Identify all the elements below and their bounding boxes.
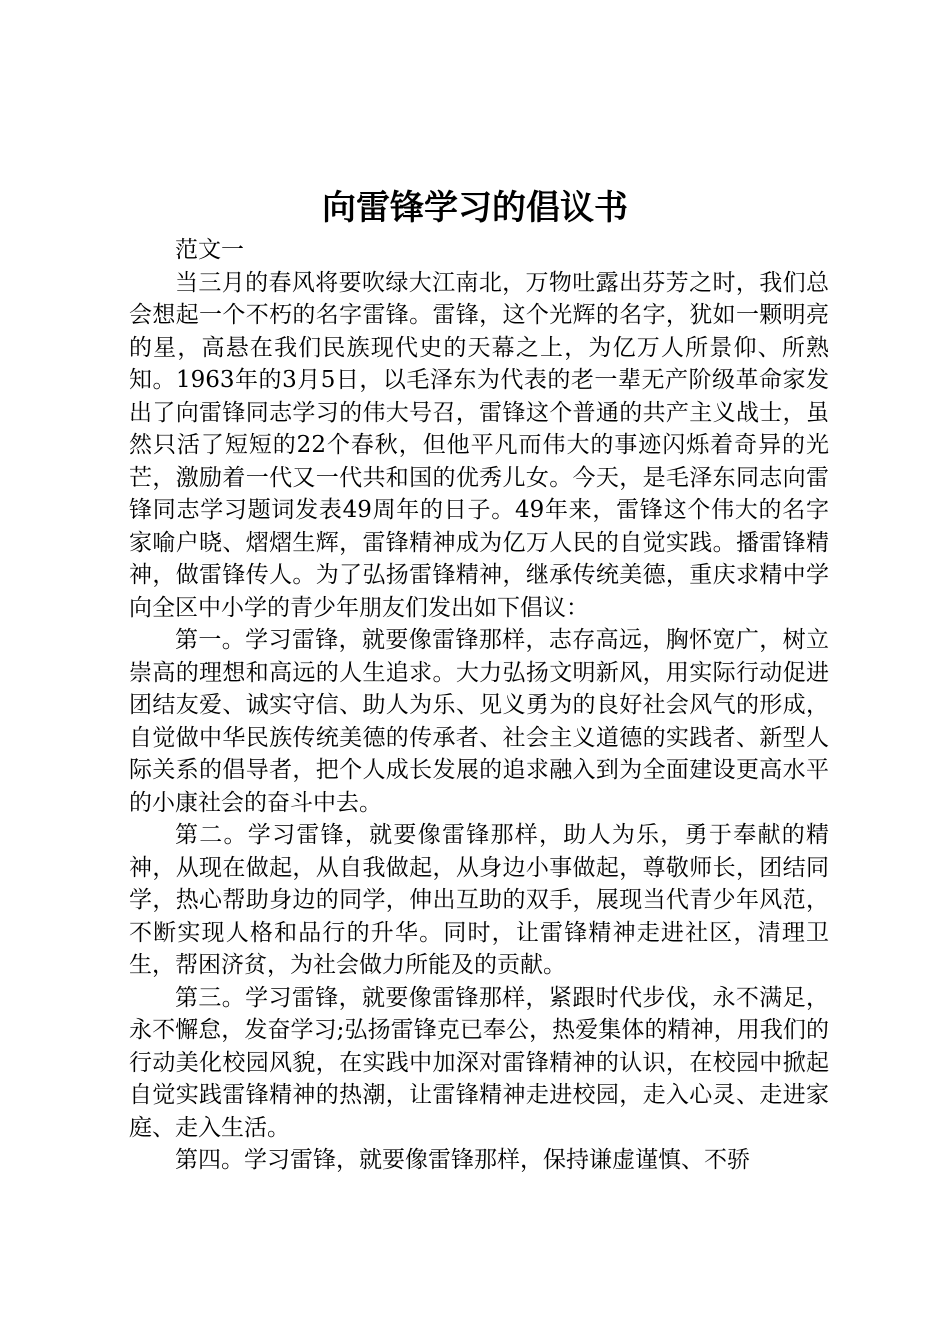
paragraph-first: 第一。学习雷锋，就要像雷锋那样，志存高远，胸怀宽广，树立崇高的理想和高远的人生追求。大力弘扬文明新风，用实际行动促进团结友爱、诚实守信、助人为乐、见义勇为的良好社会风气的形成，自觉做中华民族传统美德的传承者、社会主义道德的实践者、新型人际关系的倡导者，把个人成长发展的追求融入到为全面建设更高水平的小康社会的奋斗中去。 <box>129 627 829 816</box>
paragraph-second: 第二。学习雷锋，就要像雷锋那样，助人为乐，勇于奉献的精神，从现在做起，从自我做起，从身边小事做起，尊敬师长，团结同学，热心帮助身边的同学，伸出互助的双手，展现当代青少年风范，不断实现人格和品行的升华。同时，让雷锋精神走进社区，清理卫生，帮困济贫，为社会做力所能及的贡献。 <box>129 822 829 978</box>
paragraph-third: 第三。学习雷锋，就要像雷锋那样，紧跟时代步伐，永不满足，永不懈怠，发奋学习;弘扬雷锋克已奉公，热爱集体的精神，用我们的行动美化校园风貌，在实践中加深对雷锋精神的认识，在校园中掀起自觉实践雷锋精神的热潮，让雷锋精神走进校园，走入心灵、走进家庭、走入生活。 <box>129 984 829 1141</box>
paragraph-fourth: 第四。学习雷锋，就要像雷锋那样，保持谦虚谨慎、不骄 <box>175 1147 750 1173</box>
paragraph-heading-sample: 范文一 <box>175 237 244 263</box>
paragraph-intro: 当三月的春风将要吹绿大江南北，万物吐露出芬芳之时，我们总会想起一个不朽的名字雷锋。雷锋，这个光辉的名字，犹如一颗明亮的星，高悬在我们民族现代史的天幕之上，为亿万人所景仰、所熟知。1963年的3月5日，以毛泽东为代表的老一辈无产阶级革命家发出了向雷锋同志学习的伟大号召，雷锋这个普通的共产主义战士，虽然只活了短短的22个春秋，但他平凡而伟大的事迹闪烁着奇异的光芒，激励着一代又一代共和国的优秀儿女。今天，是毛泽东同志向雷锋同志学习题词发表49周年的日子。49年来，雷锋这个伟大的名字家喻户晓、熠熠生辉，雷锋精神成为亿万人民的自觉实践。播雷锋精神，做雷锋传人。为了弘扬雷锋精神，继承传统美德，重庆求精中学向全区中小学的青少年朋友们发出如下倡议： <box>129 269 829 621</box>
document-title: 向雷锋学习的倡议书 <box>322 188 628 228</box>
document-body <box>129 234 829 1177</box>
